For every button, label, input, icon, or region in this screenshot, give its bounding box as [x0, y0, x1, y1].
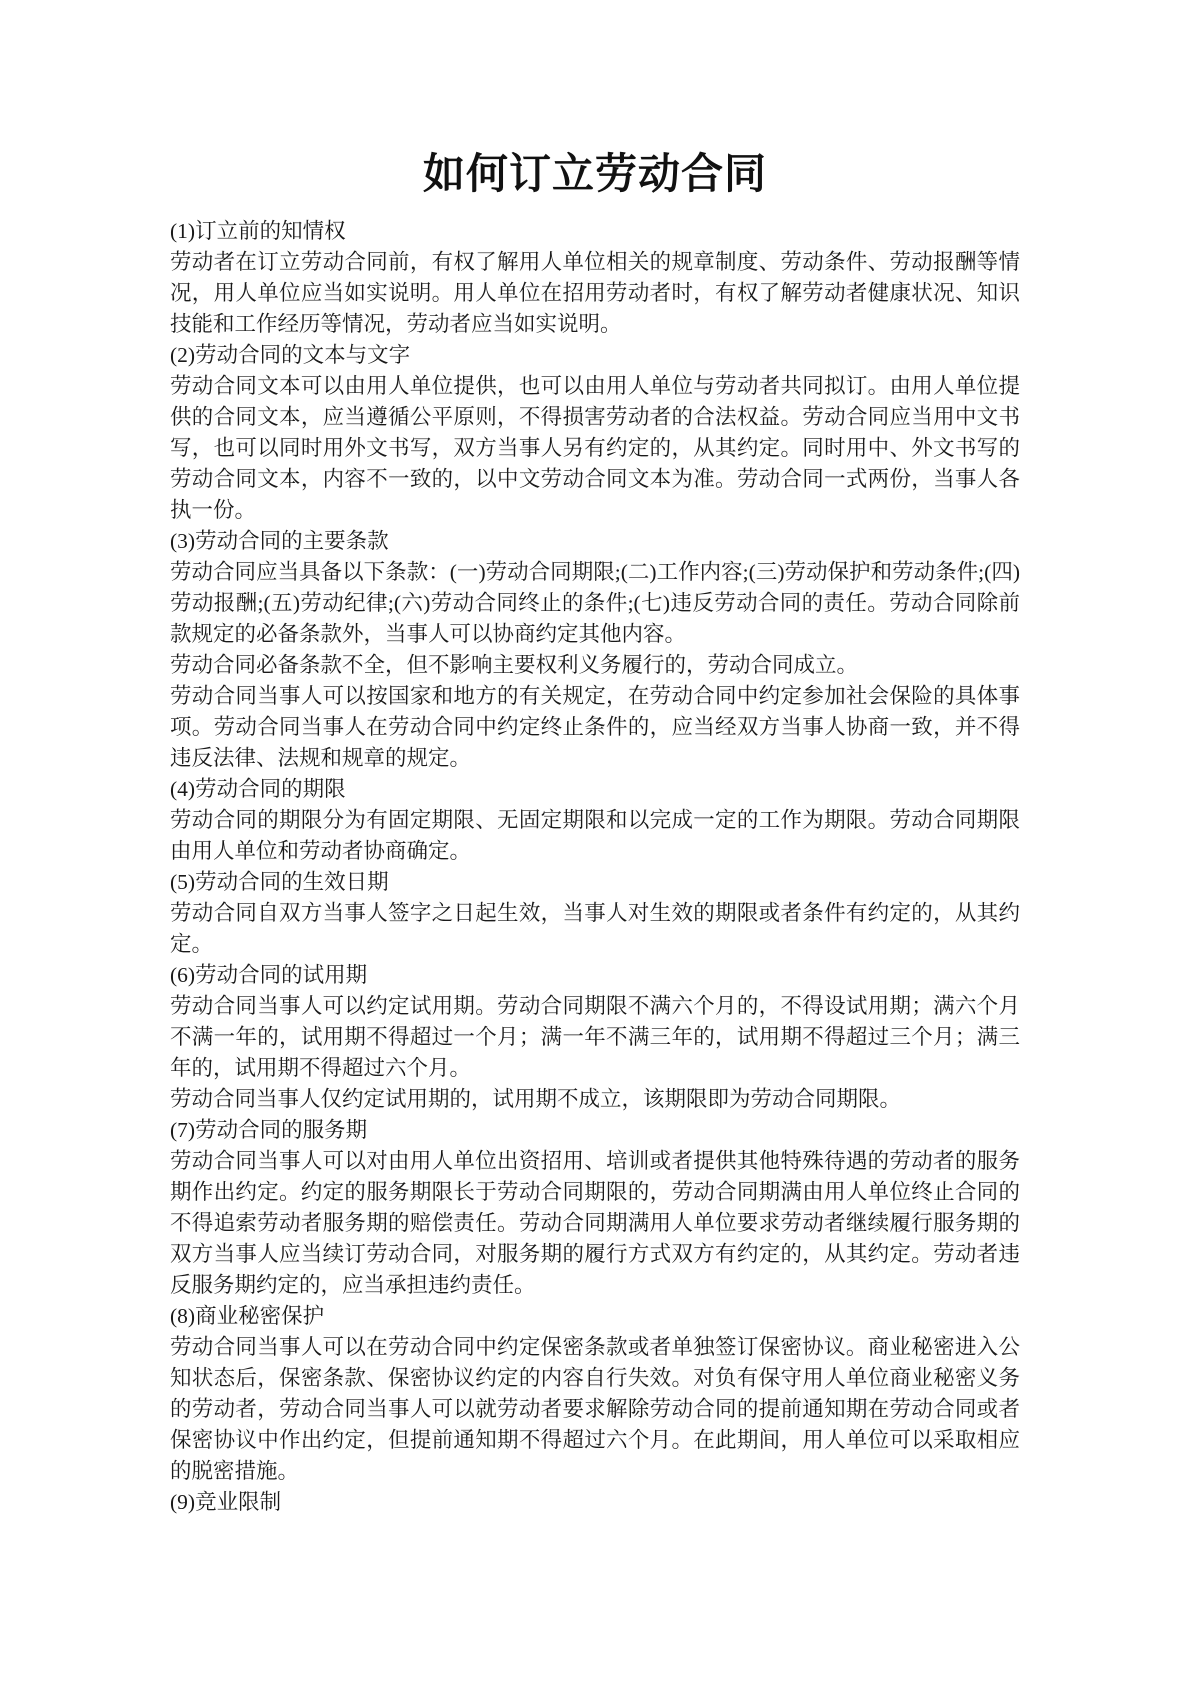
document-section	[170, 526, 1020, 774]
document-body	[170, 216, 1020, 1518]
document-section	[170, 867, 1020, 960]
paragraph: 劳动合同当事人可以对由用人单位出资招用、培训或者提供其他特殊待遇的劳动者的服务期作出约定。约定的服务期限长于劳动合同期限的，劳动合同期满由用人单位终止合同的不得追索劳动者服务期的赔偿责任。劳动合同期满用人单位要求劳动者继续履行服务期的双方当事人应当续订劳动合同，对服务期的履行方式双方有约定的，从其约定。劳动者违反服务期约定的，应当承担违约责任。	[170, 1149, 1020, 1297]
document-section	[170, 216, 1020, 340]
paragraph: 劳动合同当事人可以在劳动合同中约定保密条款或者单独签订保密协议。商业秘密进入公知状态后，保密条款、保密协议约定的内容自行失效。对负有保守用人单位商业秘密义务的劳动者，劳动合同当事人可以就劳动者要求解除劳动合同的提前通知期在劳动合同或者保密协议中作出约定，但提前通知期不得超过六个月。在此期间，用人单位可以采取相应的脱密措施。	[170, 1335, 1020, 1483]
section-heading: (7)劳动合同的服务期	[170, 1118, 368, 1142]
document-section	[170, 1301, 1020, 1487]
section-heading: (3)劳动合同的主要条款	[170, 529, 389, 553]
paragraph: 劳动合同当事人可以约定试用期。劳动合同期限不满六个月的，不得设试用期；满六个月不满一年的，试用期不得超过一个月；满一年不满三年的，试用期不得超过三个月；满三年的，试用期不得超过六个月。	[170, 994, 1020, 1080]
paragraph: 劳动者在订立劳动合同前，有权了解用人单位相关的规章制度、劳动条件、劳动报酬等情况，用人单位应当如实说明。用人单位在招用劳动者时，有权了解劳动者健康状况、知识技能和工作经历等情况，劳动者应当如实说明。	[170, 250, 1020, 336]
section-heading: (2)劳动合同的文本与文字	[170, 343, 411, 367]
paragraph: 劳动合同自双方当事人签字之日起生效，当事人对生效的期限或者条件有约定的，从其约定。	[170, 901, 1020, 956]
paragraph: 劳动合同的期限分为有固定期限、无固定期限和以完成一定的工作为期限。劳动合同期限由用人单位和劳动者协商确定。	[170, 808, 1020, 863]
paragraph: 劳动合同应当具备以下条款：(一)劳动合同期限;(二)工作内容;(三)劳动保护和劳动条件;(四)劳动报酬;(五)劳动纪律;(六)劳动合同终止的条件;(七)违反劳动合同的责任。劳动合同除前款规定的必备条款外，当事人可以协商约定其他内容。	[170, 560, 1020, 646]
section-heading: (5)劳动合同的生效日期	[170, 870, 389, 894]
paragraph: 劳动合同当事人仅约定试用期的，试用期不成立，该期限即为劳动合同期限。	[170, 1087, 902, 1111]
section-heading: (4)劳动合同的期限	[170, 777, 346, 801]
document-section	[170, 340, 1020, 526]
paragraph: 劳动合同当事人可以按国家和地方的有关规定，在劳动合同中约定参加社会保险的具体事项。劳动合同当事人在劳动合同中约定终止条件的，应当经双方当事人协商一致，并不得违反法律、法规和规章的规定。	[170, 684, 1020, 770]
section-heading: (1)订立前的知情权	[170, 219, 346, 243]
section-heading: (8)商业秘密保护	[170, 1304, 325, 1328]
section-heading: (9)竞业限制	[170, 1490, 282, 1514]
section-heading: (6)劳动合同的试用期	[170, 963, 368, 987]
paragraph: 劳动合同必备条款不全，但不影响主要权利义务履行的，劳动合同成立。	[170, 653, 859, 677]
document-section	[170, 1487, 1020, 1518]
document-title: 如何订立劳动合同	[422, 152, 767, 198]
paragraph: 劳动合同文本可以由用人单位提供，也可以由用人单位与劳动者共同拟订。由用人单位提供的合同文本，应当遵循公平原则，不得损害劳动者的合法权益。劳动合同应当用中文书写，也可以同时用外文书写，双方当事人另有约定的，从其约定。同时用中、外文书写的劳动合同文本，内容不一致的，以中文劳动合同文本为准。劳动合同一式两份，当事人各执一份。	[170, 374, 1020, 522]
document-section	[170, 1115, 1020, 1301]
document-section	[170, 960, 1020, 1115]
document-section	[170, 774, 1020, 867]
